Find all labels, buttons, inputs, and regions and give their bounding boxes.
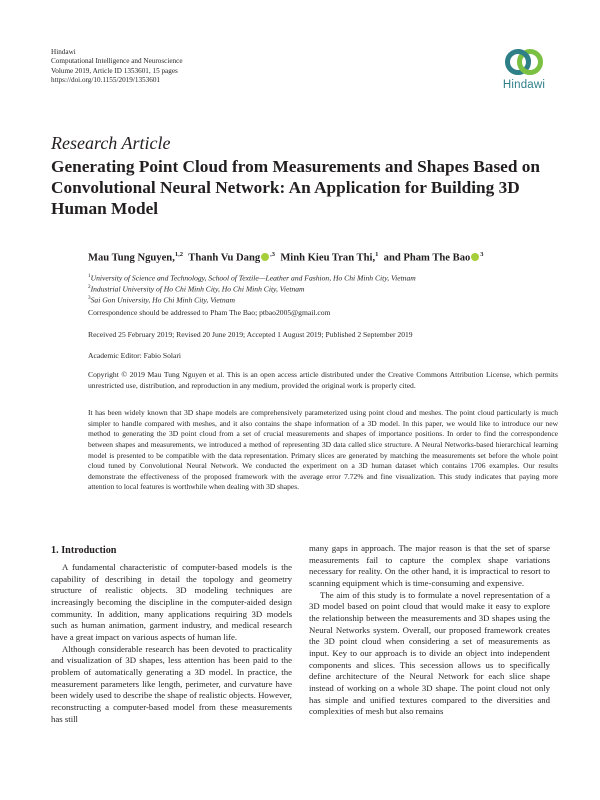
affiliation-marker: ,3: [270, 251, 276, 258]
author-name: Mau Tung Nguyen,: [88, 252, 175, 264]
article-type: Research Article: [51, 133, 171, 153]
paragraph: A fundamental characteristic of computer-based models is the capability of describing in detail the topology and geometry structure of realistic objects. 3D modeling techniques are increasingly becoming the discipline in the computer-aided design community. In addition, many applications requiring 3D models such as human animation, garment industry, and medical research have a great impact on various aspects of human life.: [51, 562, 292, 643]
affiliation-text: Sai Gon University, Ho Chi Minh City, Vietnam: [90, 295, 235, 305]
hindawi-logo: [493, 46, 555, 104]
affiliation-marker: 3: [480, 251, 484, 258]
affiliation-marker: 1,2: [174, 251, 183, 258]
orcid-icon[interactable]: [471, 253, 479, 261]
right-column: [309, 543, 550, 718]
author-name: Minh Kieu Tran Thi,: [280, 252, 376, 264]
paragraph: Although considerable research has been devoted to practicality and visualization of 3D shapes, less attention has been paid to the problem of automatically generating a 3D model. In practice, the measurement parameters like length, perimeter, and curvature have been widely used to describe the shape of realistic objects. However, reconstructing a computer-based model from these measurements has still: [51, 643, 292, 724]
journal-name: Computational Intelligence and Neuroscience: [51, 57, 183, 66]
section-heading: 1. Introduction: [51, 545, 117, 556]
affiliation-number: 3: [88, 295, 91, 301]
paragraph: The aim of this study is to formulate a novel representation of a 3D model based on point cloud that would make it easy to explore the relationship between the measurements and 3D shapes using the Neural Networks system. Overall, our proposed framework creates the 3D point cloud when considering a set of measurements as input. Key to our approach is to divide an object into independent components and slices. This secession allows us to specifically define architecture of the Neural Network for each slice shape instead of working on a whole 3D shape. The point cloud not only has simple and unified textures compared to the diversities and complexities of mesh but also remains: [309, 589, 550, 717]
left-column: [51, 562, 292, 725]
affiliation-number: 2: [88, 284, 91, 290]
volume-line: Volume 2019, Article ID 1353601, 15 pages: [51, 66, 178, 75]
abstract: It has been widely known that 3D shape models are comprehensively parameterized using point cloud and meshes. The point cloud particularly is much simpler to handle compared with meshes, and it also contains the shape information of a 3D model. In this paper, we would like to introduce our new method to generating the 3D point cloud from a set of crucial measurements and shapes of importance positions. In order to find the correspondence between shapes and measurements, we introduced a method of representing 3D data called slice structure. A Neural Networks-based hierarchical learning model is presented to be compatible with the data representation. Primary slices are generated by matching the measurements set before the whole point cloud tuned by Convolutional Neural Network. We conducted the experiment on a 3D human dataset which contains 1706 examples. Our results demonstrate the effectiveness of the proposed framework with the average error 7.72% and fine visualization. This study indicates that paying more attention to local features is worthwhile when dealing with 3D shapes.: [88, 408, 558, 492]
paragraph: many gaps in approach. The major reason is that the set of sparse measurements fail to capture the complex shape variations necessary for reality. On the other hand, it is impractical to resort to scanning equipment which is time-consuming and expensive.: [309, 543, 550, 589]
affiliation-text: University of Science and Technology, School of Textile—Leather and Fashion, Ho Chi Minh City, Vietnam: [90, 273, 416, 283]
orcid-icon[interactable]: [261, 253, 269, 261]
article-title: Generating Point Cloud from Measurements and Shapes Based on Convolutional Neural Network: An Application for Building 3D Human Model: [51, 157, 541, 218]
correspondence: Correspondence should be addressed to Pham The Bao; ptbao2005@gmail.com: [88, 308, 331, 317]
affiliation-number: 1: [88, 273, 91, 279]
affiliation-marker: 1: [375, 251, 379, 258]
author-name: and Pham The Bao: [383, 252, 471, 264]
affiliation: [88, 293, 558, 306]
journal-header: [51, 48, 183, 86]
article-dates: Received 25 February 2019; Revised 20 June 2019; Accepted 1 August 2019; Published 2 September 2019: [88, 330, 413, 339]
publisher-name: Hindawi: [51, 48, 76, 56]
author-list: [88, 251, 484, 264]
logo-wordmark: Hindawi: [502, 79, 546, 91]
affiliation-text: Industrial University of Ho Chi Minh City, Ho Chi Minh City, Vietnam: [90, 284, 305, 294]
hindawi-logo-icon: [504, 46, 544, 78]
copyright-notice: Copyright © 2019 Mau Tung Nguyen et al. This is an open access article distributed under the Creative Commons Attribution License, which permits unrestricted use, distribution, and reproduction in any medium, provided the original work is properly cited.: [88, 370, 558, 390]
author-name: Thanh Vu Dang: [188, 252, 261, 264]
academic-editor: Academic Editor: Fabio Solari: [88, 351, 182, 360]
doi-link[interactable]: https://doi.org/10.1155/2019/1353601: [51, 76, 161, 85]
